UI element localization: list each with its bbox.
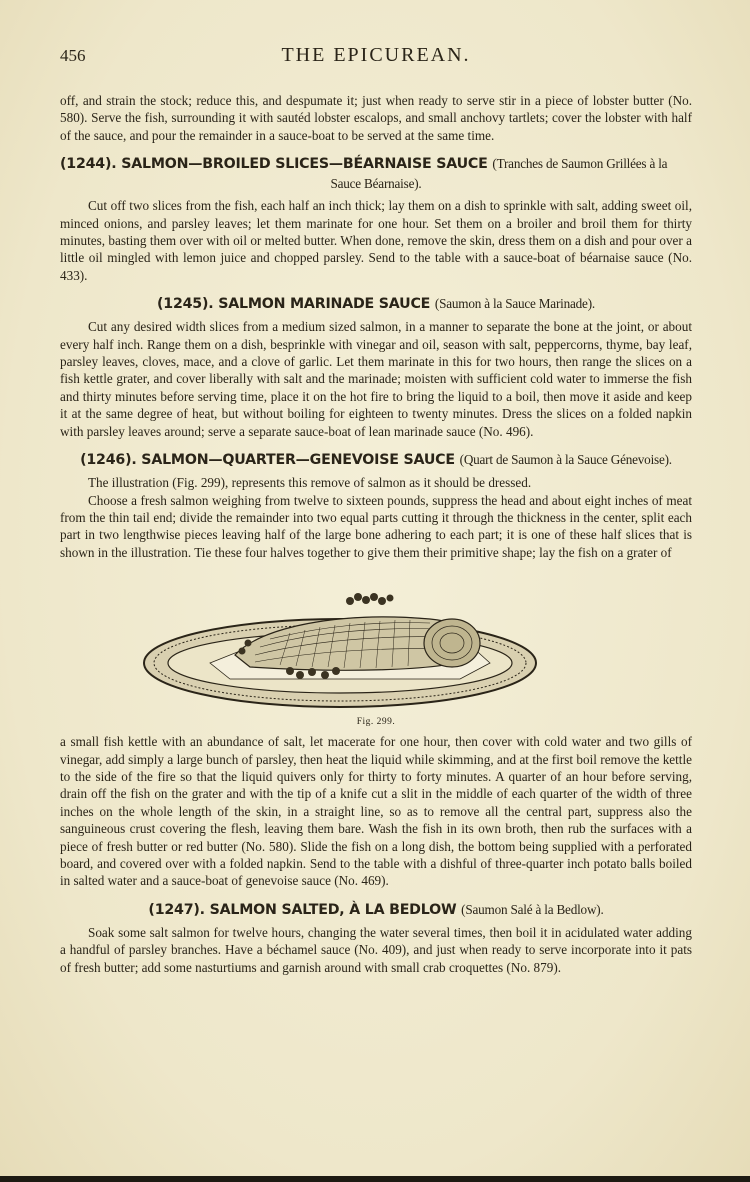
recipe-heading-1246 xyxy=(60,450,692,470)
page-number: 456 xyxy=(60,46,86,65)
recipe-paragraph: Choose a fresh salmon weighing from twelve to sixteen pounds, suppress the head and about eight inches of meat from the thin tail end; divide the remainder into two equal parts cutting it through the thickness in the center, split each part in two lengthwise pieces leaving half of the large bone adhering to each part; it is one of these half slices that is shown in the illustration. Tie these four halves together to give them their primitive shape; lay the fish on a grater of xyxy=(60,492,692,560)
recipe-number: (1244). xyxy=(60,156,117,173)
page-bottom-edge xyxy=(0,1176,750,1182)
recipe-paragraph: Cut off two slices from the fish, each half an inch thick; lay them on a dish to sprinkle with salt, adding sweet oil, minced onions, and parsley leaves; let them marinate for one hour. Set them on a broiler and broil them for thirty minutes, basting them over with oil or melted butter. When done, remove the skin, dress them on a dish and pour over a little oil mingled with lemon juice and chopped parsley. Send to the table with a sauce-boat of béarnaise sauce (No. 433). xyxy=(60,198,692,283)
recipe-paragraph: Cut any desired width slices from a medium sized salmon, in a manner to separate the bone at the joint, or about every half inch. Range them on a dish, besprinkle with vinegar and oil, season with salt, peppercorns, thyme, bay leaf, parsley leaves, cloves, mace, and a clove of garlic. Let them marinate in this for two hours, then range the slices on a fish kettle grater, and cover liberally with salt and the marinade; moisten with sufficient cold water to immerse the fish and thirty minutes before serving time, place it on the hot fire to bring the liquid to a boil, then move it aside and keep it at the same degree of heat, but without boiling for eighteen to twenty minutes. Dress the slices on a folded napkin with parsley leaves around; serve a separate sauce-boat of lean marinade sauce (No. 496). xyxy=(60,319,692,439)
recipe-number: (1247). xyxy=(148,901,205,918)
recipe-paragraph-continuation: a small fish kettle with an abundance of salt, let macerate for one hour, then cover with cold water and two gills of vinegar, add simply a large bunch of parsley, then heat the liquid while skimming, and at the first boil remove the kettle to the side of the fire so that the liquid quivers only for thirty to forty minutes. A quarter of an hour before serving, drain off the fish on the grater and with the tip of a knife cut a slit in the middle of each quarter of the width of three inches on the whole length of the skin, in a straight line, so as to remove all the central part, suppress also the sanguineous crust covering the flesh, leaving them bare. Wash the fish in its own broth, then rub the surfaces with a piece of fresh butter or red butter (No. 580). Slide the fish on a long dish, the bottom being supplied with a perforated board, and covered over with a folded napkin. Send to the table with a dishful of three-quarter inch potato balls boiled in salted water and a sauce-boat of genevoise sauce (No. 469). xyxy=(60,734,692,889)
recipe-title: SALMON—QUARTER—GENEVOISE SAUCE xyxy=(141,452,455,469)
running-title: THE EPICUREAN. xyxy=(281,44,471,66)
recipe-title: SALMON—BROILED SLICES—BÉARNAISE SAUCE xyxy=(121,156,488,173)
salmon-illustration xyxy=(60,567,692,715)
recipe-number: (1246). xyxy=(80,452,137,469)
recipe-paragraph: The illustration (Fig. 299), represents this remove of salmon as it should be dressed. xyxy=(88,475,532,491)
recipe-french-title: (Saumon à la Sauce Marinade). xyxy=(434,296,596,312)
salmon-on-platter-engraving xyxy=(140,567,540,715)
recipe-heading-1245 xyxy=(60,294,692,314)
page-content xyxy=(60,92,692,976)
intro-paragraph: off, and strain the stock; reduce this, and despumate it; just when ready to serve stir in a piece of lobster butter (No. 580). Serve the fish, surrounding it with sautéd lobster escalops, and small anchovy tartlets; cover the lobster with half of the sauce, and pour the remainder in a sauce-boat to be served at the same time. xyxy=(60,93,692,143)
recipe-title: SALMON MARINADE SAUCE xyxy=(218,296,431,313)
recipe-number: (1245). xyxy=(156,296,214,313)
recipe-paragraph: Soak some salt salmon for twelve hours, changing the water several times, then boil it in acidulated water adding a handful of parsley branches. Have a béchamel sauce (No. 409), and just when ready to serve incorporate into it pats of fresh butter; add some nasturtiums and garnish around with small crab croquettes (No. 879). xyxy=(60,924,692,975)
recipe-heading-1247 xyxy=(60,900,692,920)
recipe-french-title: (Quart de Saumon à la Sauce Génevoise). xyxy=(459,452,672,468)
recipe-french-title-cont: Sauce Béarnaise). xyxy=(330,176,422,192)
recipe-french-title: (Tranches de Saumon Grillées à la xyxy=(492,156,668,172)
recipe-heading-1244 xyxy=(60,154,692,193)
figure-caption: Fig. 299. xyxy=(356,717,396,728)
recipe-french-title: (Saumon Salé à la Bedlow). xyxy=(461,901,604,917)
recipe-title: SALMON SALTED, À LA BEDLOW xyxy=(209,901,457,918)
page-header xyxy=(60,44,692,68)
